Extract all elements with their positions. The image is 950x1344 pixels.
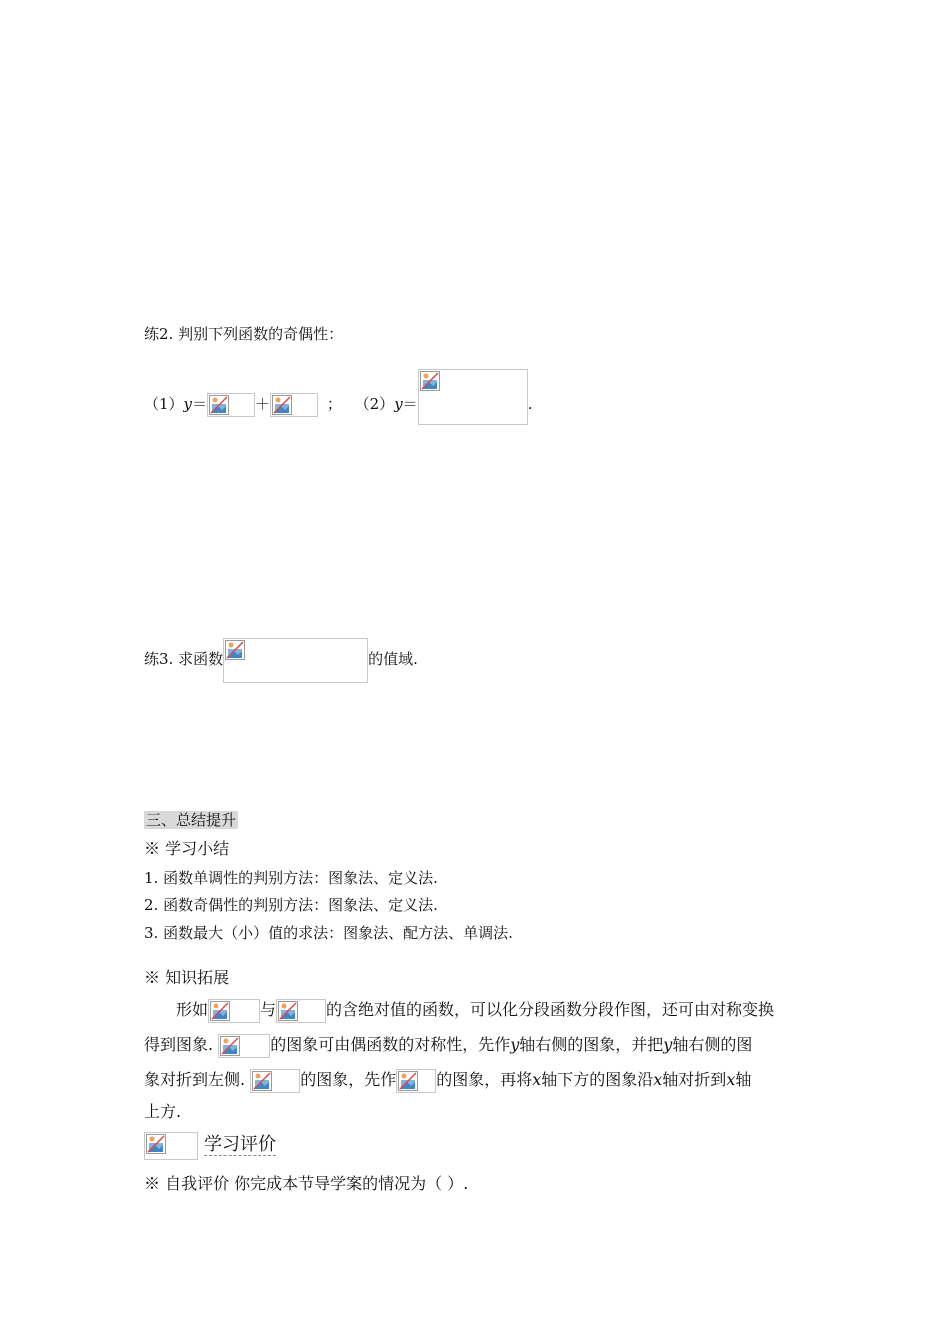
broken-image-icon	[146, 1134, 166, 1154]
broken-image-icon	[210, 1001, 230, 1021]
variable-y: y	[663, 1035, 673, 1054]
formula-image-6	[276, 999, 326, 1023]
summary-item-2: 2. 函数奇偶性的判别方法：图象法、定义法.	[144, 896, 438, 914]
text-fragment: 轴右侧的图	[672, 1035, 753, 1054]
formula-image-3	[418, 369, 528, 425]
summary-heading: ※ 学习小结	[144, 839, 230, 858]
evaluation-header	[144, 1130, 276, 1160]
variable-x: x	[532, 1070, 542, 1089]
exercise-3-prefix: 练3. 求函数	[144, 650, 224, 668]
broken-image-icon	[278, 1001, 298, 1021]
exercise-2-formulas	[144, 369, 532, 425]
text-fragment: 轴右侧的图象，并把	[519, 1035, 664, 1054]
broken-image-icon	[225, 640, 245, 660]
text-fragment: 象对折到左侧.	[144, 1070, 246, 1089]
text-fragment: 的图象，先作	[300, 1070, 397, 1089]
evaluation-image	[144, 1132, 198, 1160]
self-evaluation: ※ 自我评价 你完成本节导学案的情况为（ ）.	[144, 1174, 469, 1193]
section-title	[144, 810, 238, 830]
extend-heading: ※ 知识拓展	[144, 968, 230, 987]
part-2-prefix: （2）	[354, 395, 395, 413]
equals-sign: ＝	[192, 395, 208, 413]
text-fragment: 轴	[735, 1070, 752, 1089]
extend-line-2	[144, 1033, 752, 1058]
text-fragment: 的含绝对值的函数，可以化分段函数分段作图，还可由对称变换	[326, 1000, 775, 1019]
formula-image-7	[218, 1034, 270, 1058]
variable-x: x	[726, 1070, 736, 1089]
extend-line-3	[144, 1068, 751, 1093]
variable-y: y	[394, 395, 403, 413]
period: .	[527, 395, 533, 413]
semicolon: ；	[326, 395, 342, 413]
equals-sign: ＝	[402, 395, 418, 413]
summary-item-3: 3. 函数最大（小）值的求法：图象法、配方法、单调法.	[144, 924, 513, 942]
text-fragment: 轴对折到	[662, 1070, 727, 1089]
text-fragment: 得到图象.	[144, 1035, 214, 1054]
broken-image-icon	[220, 1036, 240, 1056]
broken-image-icon	[252, 1071, 272, 1091]
formula-image-1	[207, 393, 255, 417]
extend-line-1	[176, 998, 774, 1023]
part-1-prefix: （1）	[144, 395, 184, 413]
text-fragment: 的图象，再将	[436, 1070, 533, 1089]
text-fragment: 与	[260, 1000, 277, 1019]
variable-x: x	[653, 1070, 663, 1089]
exercise-2-title: 练2. 判别下列函数的奇偶性：	[144, 325, 344, 343]
section-title-text: 三、总结提升	[146, 811, 237, 829]
formula-image-5	[208, 999, 260, 1023]
formula-image-8	[250, 1069, 300, 1093]
exercise-3-suffix: 的值域.	[368, 650, 418, 668]
variable-y: y	[510, 1035, 520, 1054]
evaluation-title: 学习评价	[204, 1134, 276, 1155]
formula-image-9	[396, 1069, 436, 1093]
text-fragment: 形如	[176, 1000, 209, 1019]
text-fragment: 的图象可由偶函数的对称性，先作	[270, 1035, 511, 1054]
broken-image-icon	[398, 1071, 418, 1091]
plus-sign: ＋	[255, 395, 271, 413]
formula-image-4	[223, 638, 368, 683]
summary-item-1: 1. 函数单调性的判别方法：图象法、定义法.	[144, 869, 438, 887]
exercise-3	[144, 637, 418, 683]
formula-image-2	[270, 393, 318, 417]
variable-y: y	[183, 395, 193, 413]
broken-image-icon	[420, 371, 440, 391]
broken-image-icon	[272, 395, 292, 415]
extend-line-4: 上方.	[144, 1102, 182, 1121]
text-fragment: 轴下方的图象沿	[541, 1070, 654, 1089]
broken-image-icon	[209, 395, 229, 415]
